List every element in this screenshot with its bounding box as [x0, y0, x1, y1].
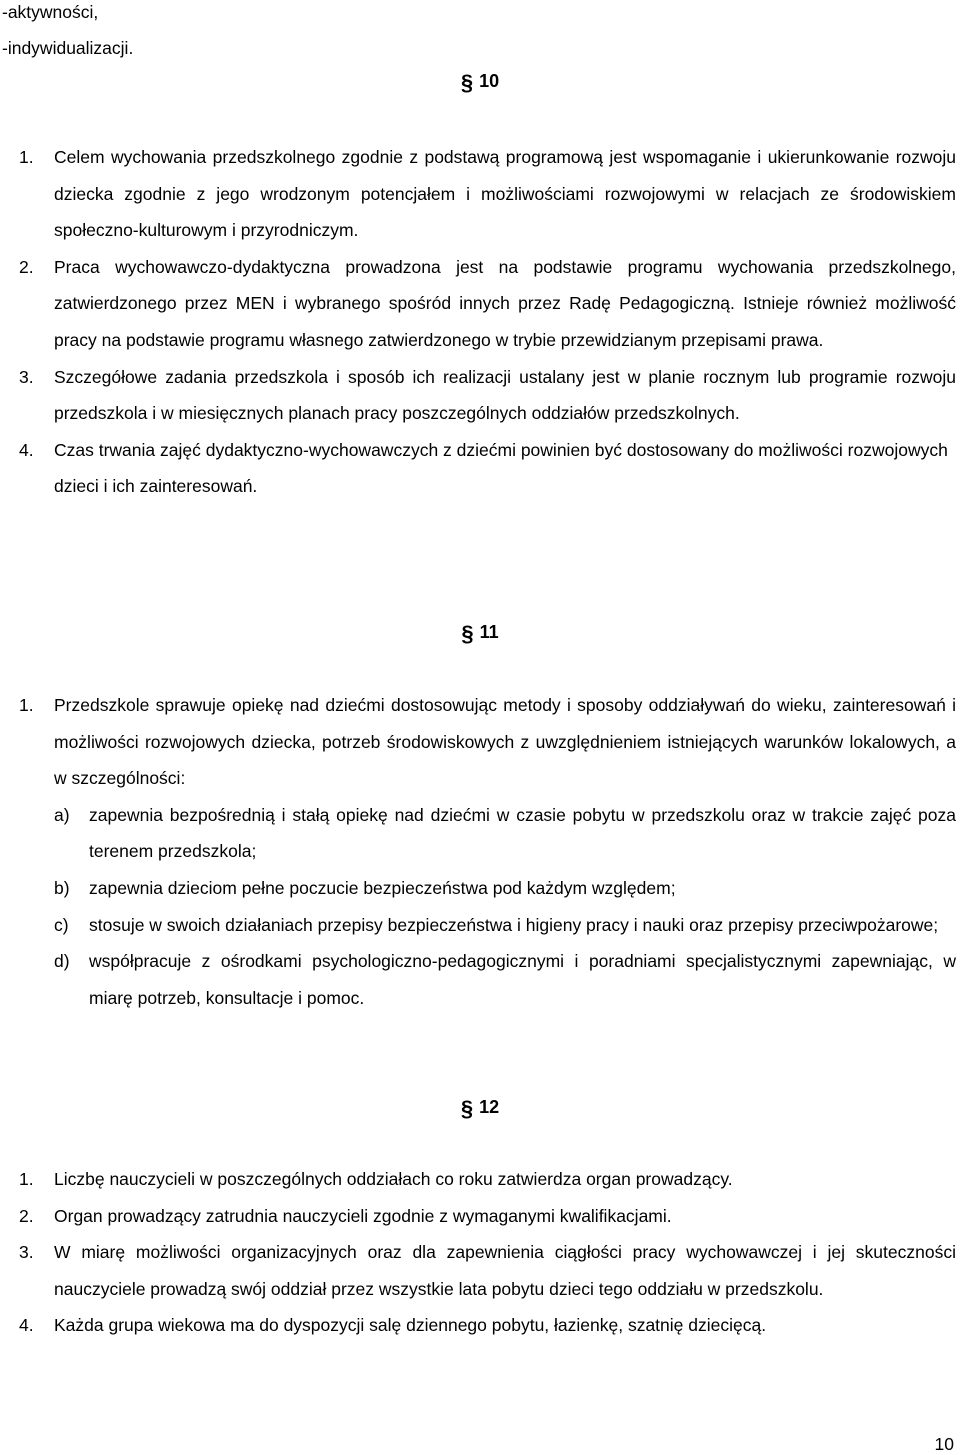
item-number: 3.	[19, 1242, 34, 1263]
list-item	[0, 139, 956, 249]
item-number: 3.	[19, 366, 34, 387]
item-text: W miarę możliwości organizacyjnych oraz dla zapewnienia ciągłości pracy wychowawczej i jej skuteczności nauczyciele prowadzą swój oddział przez wszystkie lata pobytu dzieci tego oddziału w przedszkolu.	[54, 1242, 956, 1299]
sub-item	[0, 907, 956, 944]
item-number: 1.	[19, 1169, 34, 1189]
page-number: 10	[934, 1434, 954, 1454]
item-text: Szczegółowe zadania przedszkola i sposób ich realizacji ustalany jest w planie rocznym lub programie rozwoju przedszkola i w miesięcznych planach pracy poszczególnych oddziałów przedszkolnych.	[54, 366, 956, 424]
section-heading-11	[0, 621, 960, 645]
sub-item	[0, 870, 956, 907]
list-item	[0, 1198, 956, 1235]
list-item	[0, 249, 956, 359]
sub-item-letter: a)	[54, 804, 70, 825]
sub-item	[0, 943, 956, 1016]
item-number: 4.	[19, 1315, 34, 1336]
paragraph-symbol-icon: §	[460, 70, 474, 95]
list-item	[0, 1307, 956, 1344]
intro-line-aktywnosci: -aktywności,	[2, 2, 99, 22]
item-text: Każda grupa wiekowa ma do dyspozycji salę dziennego pobytu, łazienkę, szatnię dziecięcą.	[54, 1315, 767, 1336]
section-heading-12	[0, 1096, 960, 1120]
section-heading-10	[0, 70, 960, 94]
item-number: 2.	[19, 256, 34, 277]
sub-item-letter: b)	[54, 877, 70, 898]
item-number: 2.	[19, 1205, 34, 1226]
section-number: 11	[479, 622, 499, 642]
item-text: Praca wychowawczo-dydaktyczna prowadzona jest na podstawie programu wychowania przedszkolnego, zatwierdzonego przez MEN i wybranego spośród innych przez Radę Pedagogiczną. Istnieje również możliwość pracy na podstawie programu własnego zatwierdzonego w trybie przewidzianym przepisami prawa.	[54, 256, 956, 350]
sub-item-text: stosuje w swoich działaniach przepisy bezpieczeństwa i higieny pracy i nauki oraz przepisy przeciwpożarowe;	[89, 914, 939, 935]
item-text: Celem wychowania przedszkolnego zgodnie z podstawą programową jest wspomaganie i ukierunkowanie rozwoju dziecka zgodnie z jego wrodzonym potencjałem i możliwościami rozwojowymi w relacjach ze środowiskiem społeczno-kulturowym i przyrodniczym.	[54, 147, 956, 241]
list-item	[0, 359, 956, 432]
list-item	[0, 687, 956, 797]
section-number: 12	[479, 1097, 500, 1117]
item-text: Przedszkole sprawuje opiekę nad dziećmi dostosowując metody i sposoby oddziaływań do wieku, zainteresowań i możliwości rozwojowych dziecka, potrzeb środowiskowych z uwzględnieniem istniejących warunków lokalowych, a w szczególności:	[54, 695, 956, 789]
section-11-body	[0, 687, 956, 1016]
item-text: Organ prowadzący zatrudnia nauczycieli zgodnie z wymaganymi kwalifikacjami.	[54, 1205, 672, 1226]
sub-item-text: zapewnia dzieciom pełne poczucie bezpieczeństwa pod każdym względem;	[89, 877, 676, 898]
sub-item-text: współpracuje z ośrodkami psychologiczno-pedagogicznymi i poradniami specjalistycznymi zapewniając, w miarę potrzeb, konsultacje i pomoc.	[89, 951, 956, 1008]
list-item	[0, 1161, 956, 1198]
item-number: 4.	[19, 439, 34, 460]
item-number: 1.	[19, 147, 34, 167]
sub-item	[0, 797, 956, 870]
paragraph-symbol-icon: §	[461, 621, 474, 646]
paragraph-symbol-icon: §	[460, 1096, 474, 1121]
section-12-body	[0, 1161, 956, 1344]
list-item	[0, 1234, 956, 1307]
section-10-body	[0, 139, 956, 505]
intro-line-indywidualizacji: -indywidualizacji.	[2, 38, 134, 58]
sub-item-letter: c)	[54, 914, 69, 935]
item-text: Czas trwania zajęć dydaktyczno-wychowawczych z dziećmi powinien być dostosowany do możliwości rozwojowych dzieci i ich zainteresowań.	[54, 439, 948, 497]
sub-item-text: zapewnia bezpośrednią i stałą opiekę nad dziećmi w czasie pobytu w przedszkolu oraz w trakcie zajęć poza terenem przedszkola;	[89, 804, 956, 862]
item-text: Liczbę nauczycieli w poszczególnych oddziałach co roku zatwierdza organ prowadzący.	[54, 1169, 733, 1189]
section-number: 10	[479, 71, 500, 91]
item-number: 1.	[19, 695, 34, 715]
sub-item-letter: d)	[54, 951, 70, 972]
list-item	[0, 432, 956, 505]
